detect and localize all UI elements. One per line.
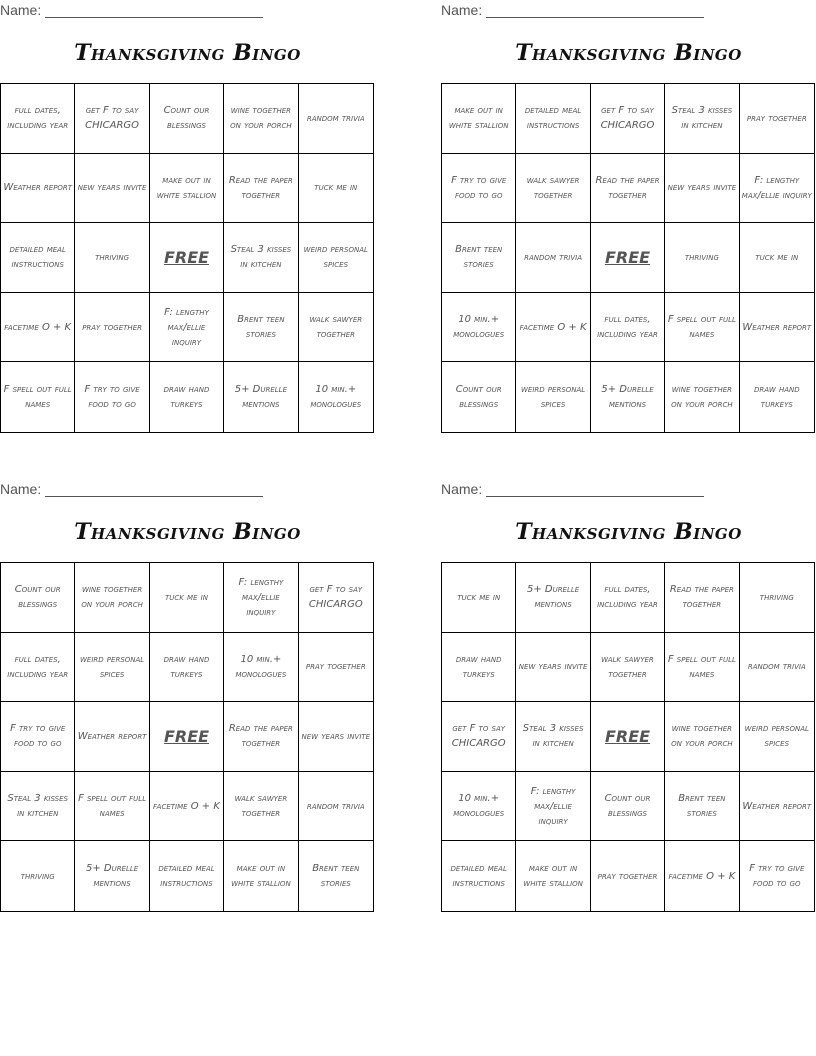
bingo-cell: 10 min.+ monologues <box>310 384 362 411</box>
bingo-cell: get F to say CHICARGO <box>299 563 373 633</box>
bingo-cell: Read the paper together <box>665 563 739 633</box>
bingo-cell: Weather report <box>740 293 814 363</box>
bingo-cell: weird personal spices <box>516 362 590 432</box>
bingo-cell: draw hand turkeys <box>753 384 800 411</box>
bingo-cell: 5+ Durelle mentions <box>591 362 665 432</box>
bingo-cell: new years invite <box>75 154 149 224</box>
bingo-cell: detailed meal instructions <box>442 841 516 911</box>
bingo-cell: F try to give food to go <box>75 362 149 432</box>
bingo-cell: wine together on your porch <box>75 563 149 633</box>
bingo-cell: Brent teen stories <box>224 293 298 363</box>
bingo-cell: get F to say CHICARGO <box>442 702 516 772</box>
free-space: FREE <box>591 223 665 293</box>
bingo-grid <box>441 562 815 912</box>
bingo-cell: make out in white stallion <box>224 841 298 911</box>
bingo-cell: thriving <box>665 223 739 293</box>
bingo-cell: detailed meal instructions <box>150 841 224 911</box>
name-line[interactable] <box>486 3 704 18</box>
bingo-cell: walk sawyer together <box>224 772 298 842</box>
bingo-cell: random trivia <box>740 633 814 703</box>
bingo-cell: wine together on your porch <box>224 84 298 154</box>
bingo-cell: get F to say CHICARGO <box>591 84 665 154</box>
bingo-cell: Count our blessings <box>591 772 665 842</box>
name-line[interactable] <box>45 482 263 497</box>
bingo-cell: F spell out full names <box>665 293 739 363</box>
bingo-cell: 10 min.+ monologues <box>442 293 516 363</box>
bingo-cell: weird personal spices <box>75 633 149 703</box>
bingo-cell: weird personal spices <box>740 702 814 772</box>
bingo-cell: F try to give food to go <box>749 863 805 890</box>
bingo-cell: Steal 3 kisses in kitchen <box>224 223 298 293</box>
name-field[interactable] <box>0 2 263 18</box>
name-line[interactable] <box>486 482 704 497</box>
bingo-cell: tuck me in <box>150 563 224 633</box>
bingo-cell: wine together on your porch <box>665 362 739 432</box>
bingo-cell: F spell out full names <box>665 633 739 703</box>
bingo-cell: Weather report <box>75 702 149 772</box>
bingo-cell: weird personal spices <box>299 223 373 293</box>
bingo-cell: facetime O + K <box>150 772 224 842</box>
bingo-cell: facetime O + K <box>1 293 75 363</box>
bingo-cell: F: lengthy max/ellie inquiry <box>740 154 814 224</box>
bingo-cell: F spell out full names <box>1 362 75 432</box>
bingo-cell: make out in white stallion <box>442 84 516 154</box>
bingo-cell: thriving <box>75 223 149 293</box>
bingo-cell: draw hand turkeys <box>442 633 516 703</box>
bingo-cell: Read the paper together <box>224 154 298 224</box>
name-field[interactable] <box>441 481 704 497</box>
name-label: Name: <box>0 481 42 497</box>
bingo-cell: F spell out full names <box>75 772 149 842</box>
bingo-cell: facetime O + K <box>516 293 590 363</box>
bingo-cell: Steal 3 kisses in kitchen <box>516 702 590 772</box>
name-label: Name: <box>441 2 483 18</box>
bingo-cell: Brent teen stories <box>665 772 739 842</box>
bingo-cell: Steal 3 kisses in kitchen <box>1 772 75 842</box>
bingo-cell: new years invite <box>665 154 739 224</box>
bingo-cell: pray together <box>591 841 665 911</box>
bingo-cell: Read the paper together <box>591 154 665 224</box>
name-line[interactable] <box>45 3 263 18</box>
bingo-cell: get F to say CHICARGO <box>75 84 149 154</box>
bingo-cell: pray together <box>75 293 149 363</box>
bingo-cell: F: lengthy max/ellie inquiry <box>150 293 224 363</box>
bingo-cell: walk sawyer together <box>516 154 590 224</box>
card-title: Thanksgiving Bingo <box>515 40 742 66</box>
name-label: Name: <box>0 2 42 18</box>
card-title: Thanksgiving Bingo <box>74 40 301 66</box>
bingo-cell: walk sawyer together <box>591 633 665 703</box>
name-field[interactable] <box>0 481 263 497</box>
bingo-cell: random trivia <box>516 223 590 293</box>
bingo-cell: Steal 3 kisses in kitchen <box>665 84 739 154</box>
bingo-cell: thriving <box>1 841 75 911</box>
bingo-cell: detailed meal instructions <box>516 84 590 154</box>
bingo-cell: Count our blessings <box>442 362 516 432</box>
bingo-cell: 5+ Durelle mentions <box>75 841 149 911</box>
bingo-cell: F: lengthy max/ellie inquiry <box>516 772 590 842</box>
bingo-cell: tuck me in <box>299 154 373 224</box>
bingo-cell: Weather report <box>1 154 75 224</box>
free-space: FREE <box>150 702 224 772</box>
bingo-cell: new years invite <box>299 702 373 772</box>
bingo-cell: F try to give food to go <box>442 154 516 224</box>
bingo-cell: Read the paper together <box>224 702 298 772</box>
bingo-cell: new years invite <box>516 633 590 703</box>
bingo-cell: Brent teen stories <box>442 223 516 293</box>
bingo-cell: tuck me in <box>442 563 516 633</box>
bingo-grid <box>0 83 374 433</box>
bingo-cell: 5+ Durelle mentions <box>516 563 590 633</box>
bingo-cell: pray together <box>740 84 814 154</box>
bingo-cell: Weather report <box>740 772 814 842</box>
bingo-cell: full dates, including year <box>1 84 75 154</box>
bingo-cell: walk sawyer together <box>299 293 373 363</box>
bingo-cell: F try to give food to go <box>1 702 75 772</box>
bingo-cell: draw hand turkeys <box>150 362 224 432</box>
bingo-cell: facetime O + K <box>665 841 739 911</box>
free-space: FREE <box>150 223 224 293</box>
bingo-cell: 10 min.+ monologues <box>224 633 298 703</box>
name-field[interactable] <box>441 2 704 18</box>
bingo-cell: draw hand turkeys <box>150 633 224 703</box>
bingo-cell: wine together on your porch <box>665 702 739 772</box>
bingo-cell: Count our blessings <box>1 563 75 633</box>
bingo-cell: random trivia <box>299 84 373 154</box>
bingo-cell: F: lengthy max/ellie inquiry <box>224 563 298 633</box>
bingo-cell: pray together <box>299 633 373 703</box>
card-title: Thanksgiving Bingo <box>74 519 301 545</box>
free-space: FREE <box>591 702 665 772</box>
bingo-cell: make out in white stallion <box>516 841 590 911</box>
bingo-cell: random trivia <box>299 772 373 842</box>
bingo-cell: 10 min.+ monologues <box>442 772 516 842</box>
bingo-cell: full dates, including year <box>591 293 665 363</box>
bingo-cell: Brent teen stories <box>312 863 360 890</box>
bingo-grid <box>0 562 374 912</box>
bingo-cell: full dates, including year <box>1 633 75 703</box>
bingo-cell: Count our blessings <box>150 84 224 154</box>
bingo-cell: tuck me in <box>740 223 814 293</box>
bingo-cell: full dates, including year <box>591 563 665 633</box>
card-title: Thanksgiving Bingo <box>515 519 742 545</box>
name-label: Name: <box>441 481 483 497</box>
bingo-cell: detailed meal instructions <box>1 223 75 293</box>
bingo-cell: thriving <box>740 563 814 633</box>
bingo-grid <box>441 83 815 433</box>
bingo-cell: make out in white stallion <box>150 154 224 224</box>
bingo-cell: 5+ Durelle mentions <box>224 362 298 432</box>
